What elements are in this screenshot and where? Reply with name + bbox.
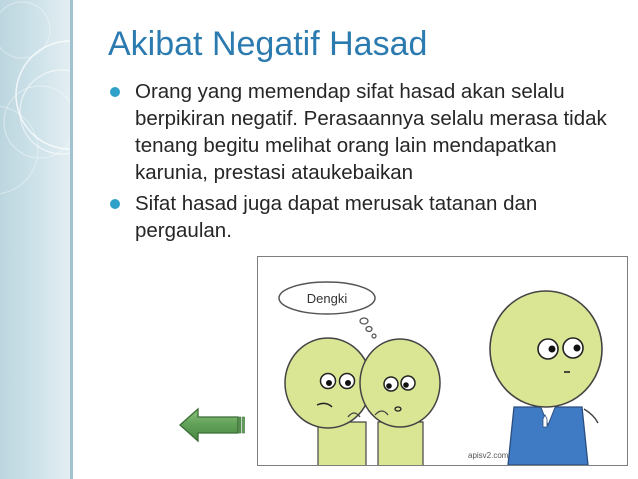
slide-title: Akibat Negatif Hasad	[108, 25, 428, 63]
cartoon-scene	[258, 257, 627, 465]
character-right	[490, 291, 602, 465]
bullet-list	[108, 78, 624, 248]
character-left	[285, 338, 371, 465]
thought-bubble-dot	[360, 318, 368, 324]
bullet-text: Sifat hasad juga dapat merusak tatanan dan pergaulan.	[135, 192, 538, 242]
left-arrow-icon	[178, 407, 248, 443]
side-band-divider	[70, 0, 73, 479]
cartoon-illustration	[257, 256, 628, 466]
bullet-text: Orang yang memendap sifat hasad akan selalu berpikiran negatif. Perasaannya selalu merasa tidak tenang begitu melihat orang lain mendapatkan karunia, prestasi ataukebaikan	[135, 80, 607, 184]
back-arrow-button[interactable]	[178, 407, 248, 448]
decorative-side-band	[0, 0, 70, 479]
image-watermark: apisv2.com	[468, 451, 509, 460]
bullet-item	[108, 78, 624, 186]
bullet-icon	[110, 87, 120, 97]
thought-bubble-dot	[366, 327, 372, 332]
character-middle	[360, 339, 440, 465]
bullet-icon	[110, 199, 120, 209]
decorative-circles	[0, 0, 70, 479]
bullet-item	[108, 190, 624, 244]
thought-bubble-dot	[372, 334, 376, 338]
thought-bubble-text: Dengki	[306, 291, 348, 306]
